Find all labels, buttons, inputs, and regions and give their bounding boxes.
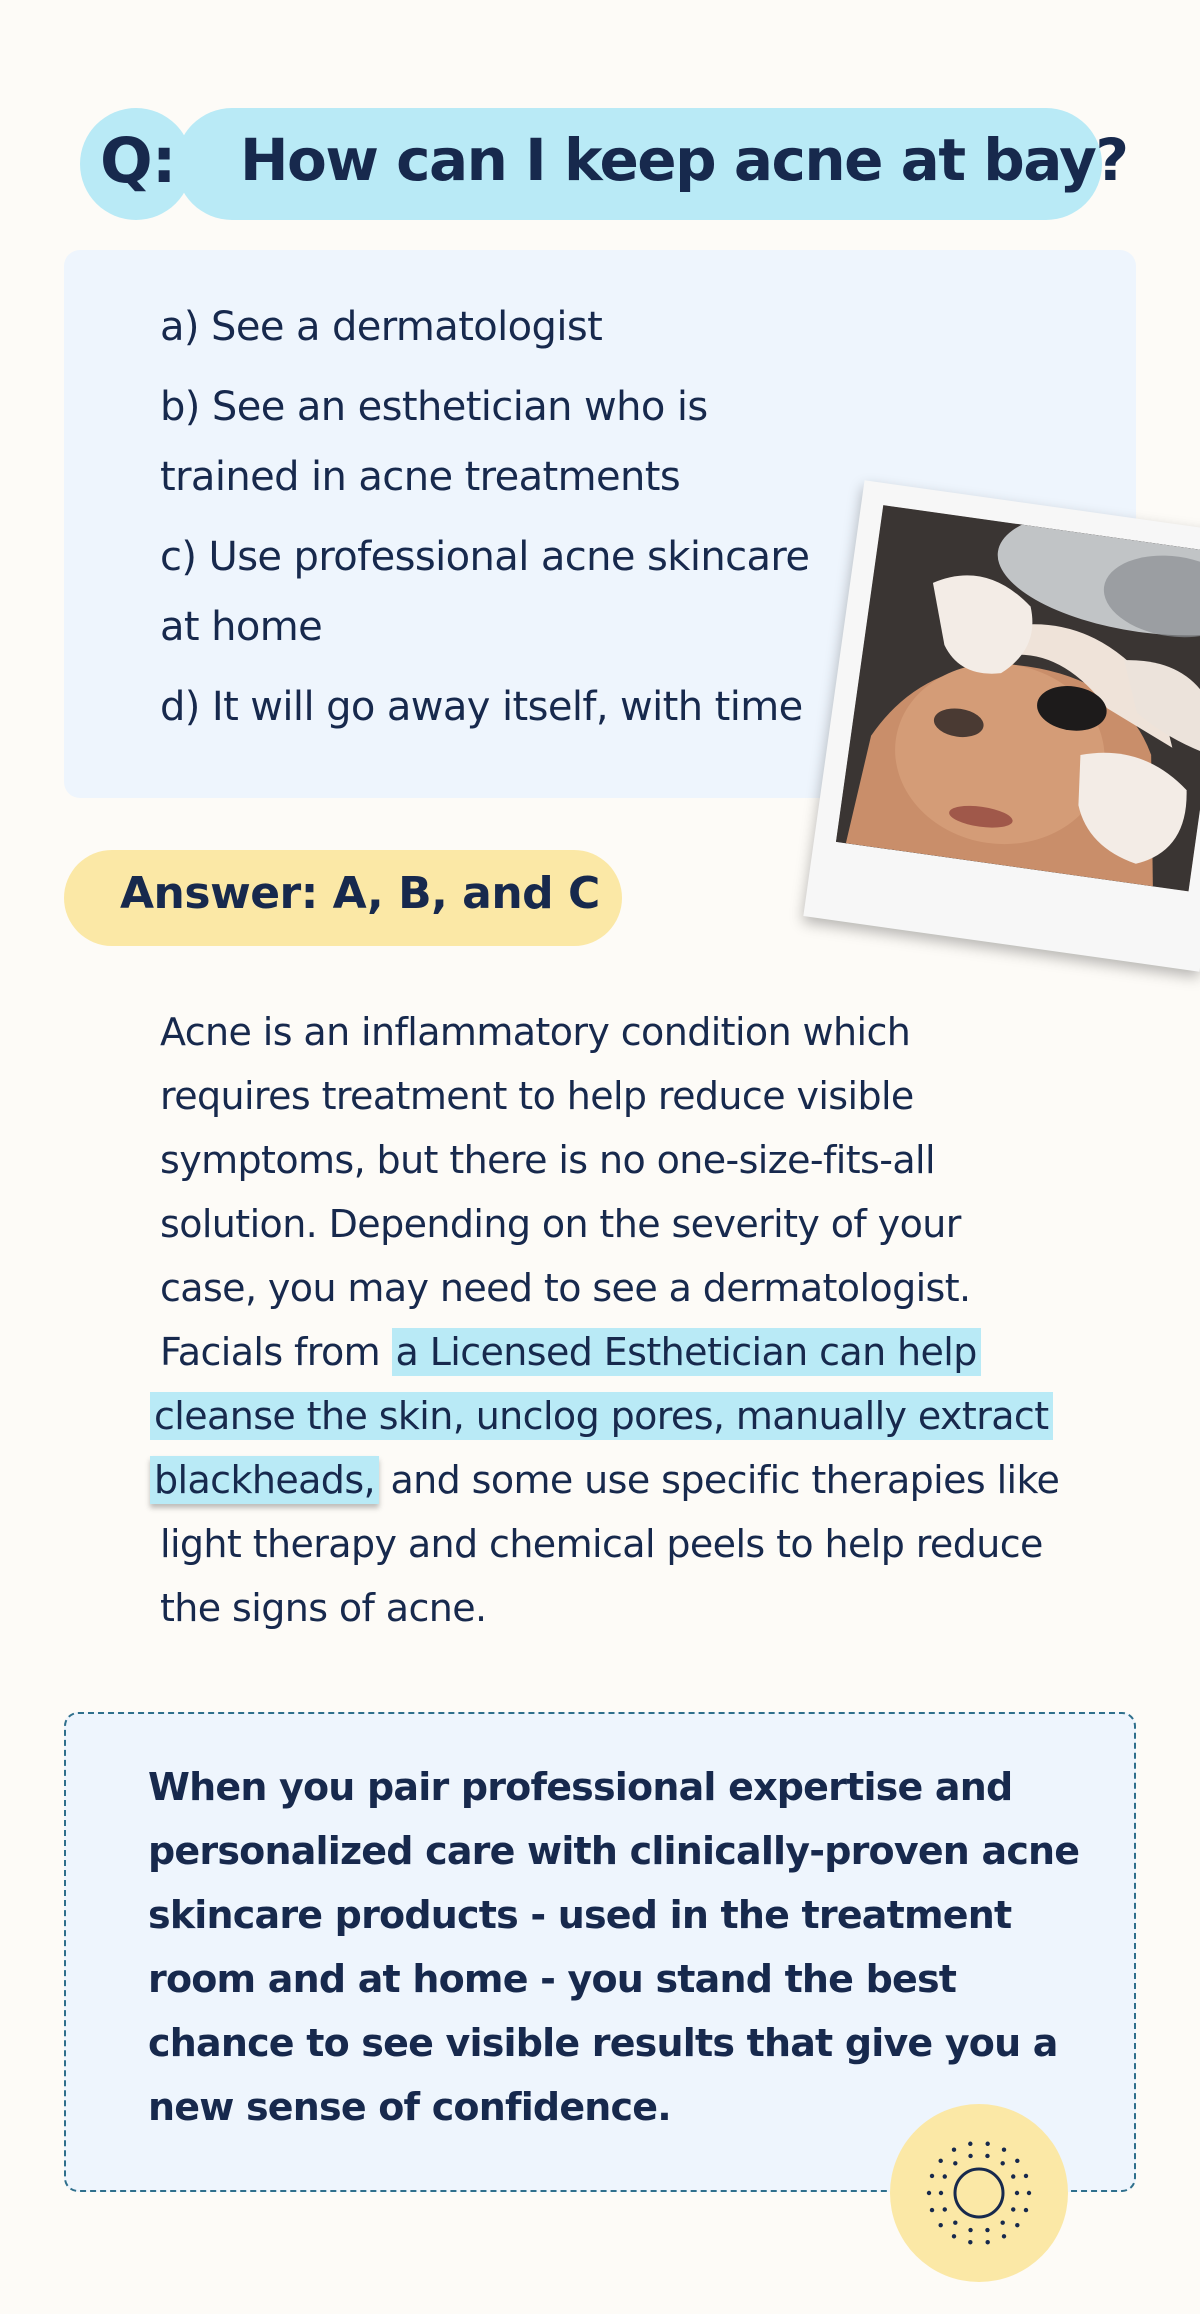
question-text: How can I keep acne at bay? xyxy=(240,126,1128,194)
answer-badge xyxy=(64,850,622,946)
sun-ray-dot xyxy=(985,2154,989,2158)
sun-ray-dot xyxy=(1015,2223,1019,2227)
sun-icon xyxy=(890,2104,1068,2282)
sun-ray-dot xyxy=(939,2191,943,2195)
sun-ray-dot xyxy=(985,2142,989,2146)
option-c xyxy=(160,522,850,662)
facial-treatment-photo xyxy=(836,505,1200,891)
sun-ray-dot xyxy=(1015,2159,1019,2163)
paragraph-line xyxy=(150,1384,1090,1448)
option-b-line-1: b) See an esthetician who is xyxy=(160,384,708,430)
paragraph-text: Facials from xyxy=(160,1330,392,1374)
sun-ray-dot xyxy=(1000,2161,1004,2165)
option-d xyxy=(160,672,850,742)
summary-line: skincare products - used in the treatment xyxy=(148,1893,1012,1937)
paragraph-text: and some use specific therapies like xyxy=(379,1458,1060,1502)
summary-line: chance to see visible results that give you a xyxy=(148,2021,1058,2065)
paragraph-line xyxy=(160,1320,1090,1384)
sun-ray-dot xyxy=(1002,2147,1006,2151)
sun-ray-dot xyxy=(1011,2174,1015,2178)
summary-line: personalized care with clinically-proven acne xyxy=(148,1829,1080,1873)
paragraph-line: Acne is an inflammatory condition which xyxy=(160,1010,911,1054)
paragraph-line: the signs of acne. xyxy=(160,1586,487,1630)
sun-ray-dot xyxy=(952,2234,956,2238)
summary-line: When you pair professional expertise and xyxy=(148,1765,1013,1809)
options-list xyxy=(160,292,850,752)
paragraph-line xyxy=(150,1448,1090,1512)
sun-ray-dot xyxy=(985,2240,989,2244)
highlighted-text: blackheads, xyxy=(150,1456,379,1504)
option-b-line-2: trained in acne treatments xyxy=(160,454,681,500)
question-header xyxy=(80,108,1128,220)
option-a xyxy=(160,292,850,362)
sun-ray-dot xyxy=(952,2147,956,2151)
sun-icon-graphic xyxy=(890,2104,1068,2282)
explanation-paragraph xyxy=(154,1000,1090,1640)
sun-ray-dot xyxy=(930,2174,934,2178)
sun-ray-dot xyxy=(968,2154,972,2158)
question-prefix: Q: xyxy=(100,124,176,197)
summary-text xyxy=(148,1755,1080,2139)
sun-ray-dot xyxy=(1027,2191,1031,2195)
option-a-text: a) See a dermatologist xyxy=(160,304,603,350)
paragraph-line: case, you may need to see a dermatologist. xyxy=(160,1266,971,1310)
sun-ray-dot xyxy=(938,2223,942,2227)
polaroid-photo-frame xyxy=(803,480,1200,971)
sun-ray-dot xyxy=(938,2159,942,2163)
sun-ray-dot xyxy=(927,2191,931,2195)
sun-ray-dot xyxy=(1015,2191,1019,2195)
sun-ray-dot xyxy=(968,2142,972,2146)
sun-ray-dot xyxy=(968,2240,972,2244)
paragraph-line: symptoms, but there is no one-size-fits-all xyxy=(160,1138,935,1182)
sun-ray-dot xyxy=(985,2228,989,2232)
sun-ray-dot xyxy=(1011,2207,1015,2211)
facial-treatment-illustration xyxy=(836,505,1200,891)
sun-ray-dot xyxy=(930,2208,934,2212)
sun-ray-dot xyxy=(1002,2234,1006,2238)
sun-ray-dot xyxy=(1024,2208,1028,2212)
summary-line: new sense of confidence. xyxy=(148,2085,671,2129)
sun-ray-dot xyxy=(953,2161,957,2165)
paragraph-line: requires treatment to help reduce visible xyxy=(160,1074,914,1118)
sun-ray-dot xyxy=(943,2207,947,2211)
paragraph-line: light therapy and chemical peels to help reduce xyxy=(160,1522,1043,1566)
highlighted-text: a Licensed Esthetician can help xyxy=(392,1328,981,1376)
sun-ray-dot xyxy=(968,2228,972,2232)
sun-ray-dot xyxy=(1024,2174,1028,2178)
paragraph-line: solution. Depending on the severity of your xyxy=(160,1202,961,1246)
sun-ray-dot xyxy=(1000,2221,1004,2225)
option-b xyxy=(160,372,850,512)
option-d-text: d) It will go away itself, with time xyxy=(160,684,803,730)
sun-ray-dot xyxy=(943,2174,947,2178)
summary-line: room and at home - you stand the best xyxy=(148,1957,957,2001)
option-c-line-2: at home xyxy=(160,604,323,650)
answer-text: Answer: A, B, and C xyxy=(120,868,600,919)
highlighted-text: cleanse the skin, unclog pores, manually extract xyxy=(150,1392,1053,1440)
option-c-line-1: c) Use professional acne skincare xyxy=(160,534,810,580)
sun-ray-dot xyxy=(953,2221,957,2225)
